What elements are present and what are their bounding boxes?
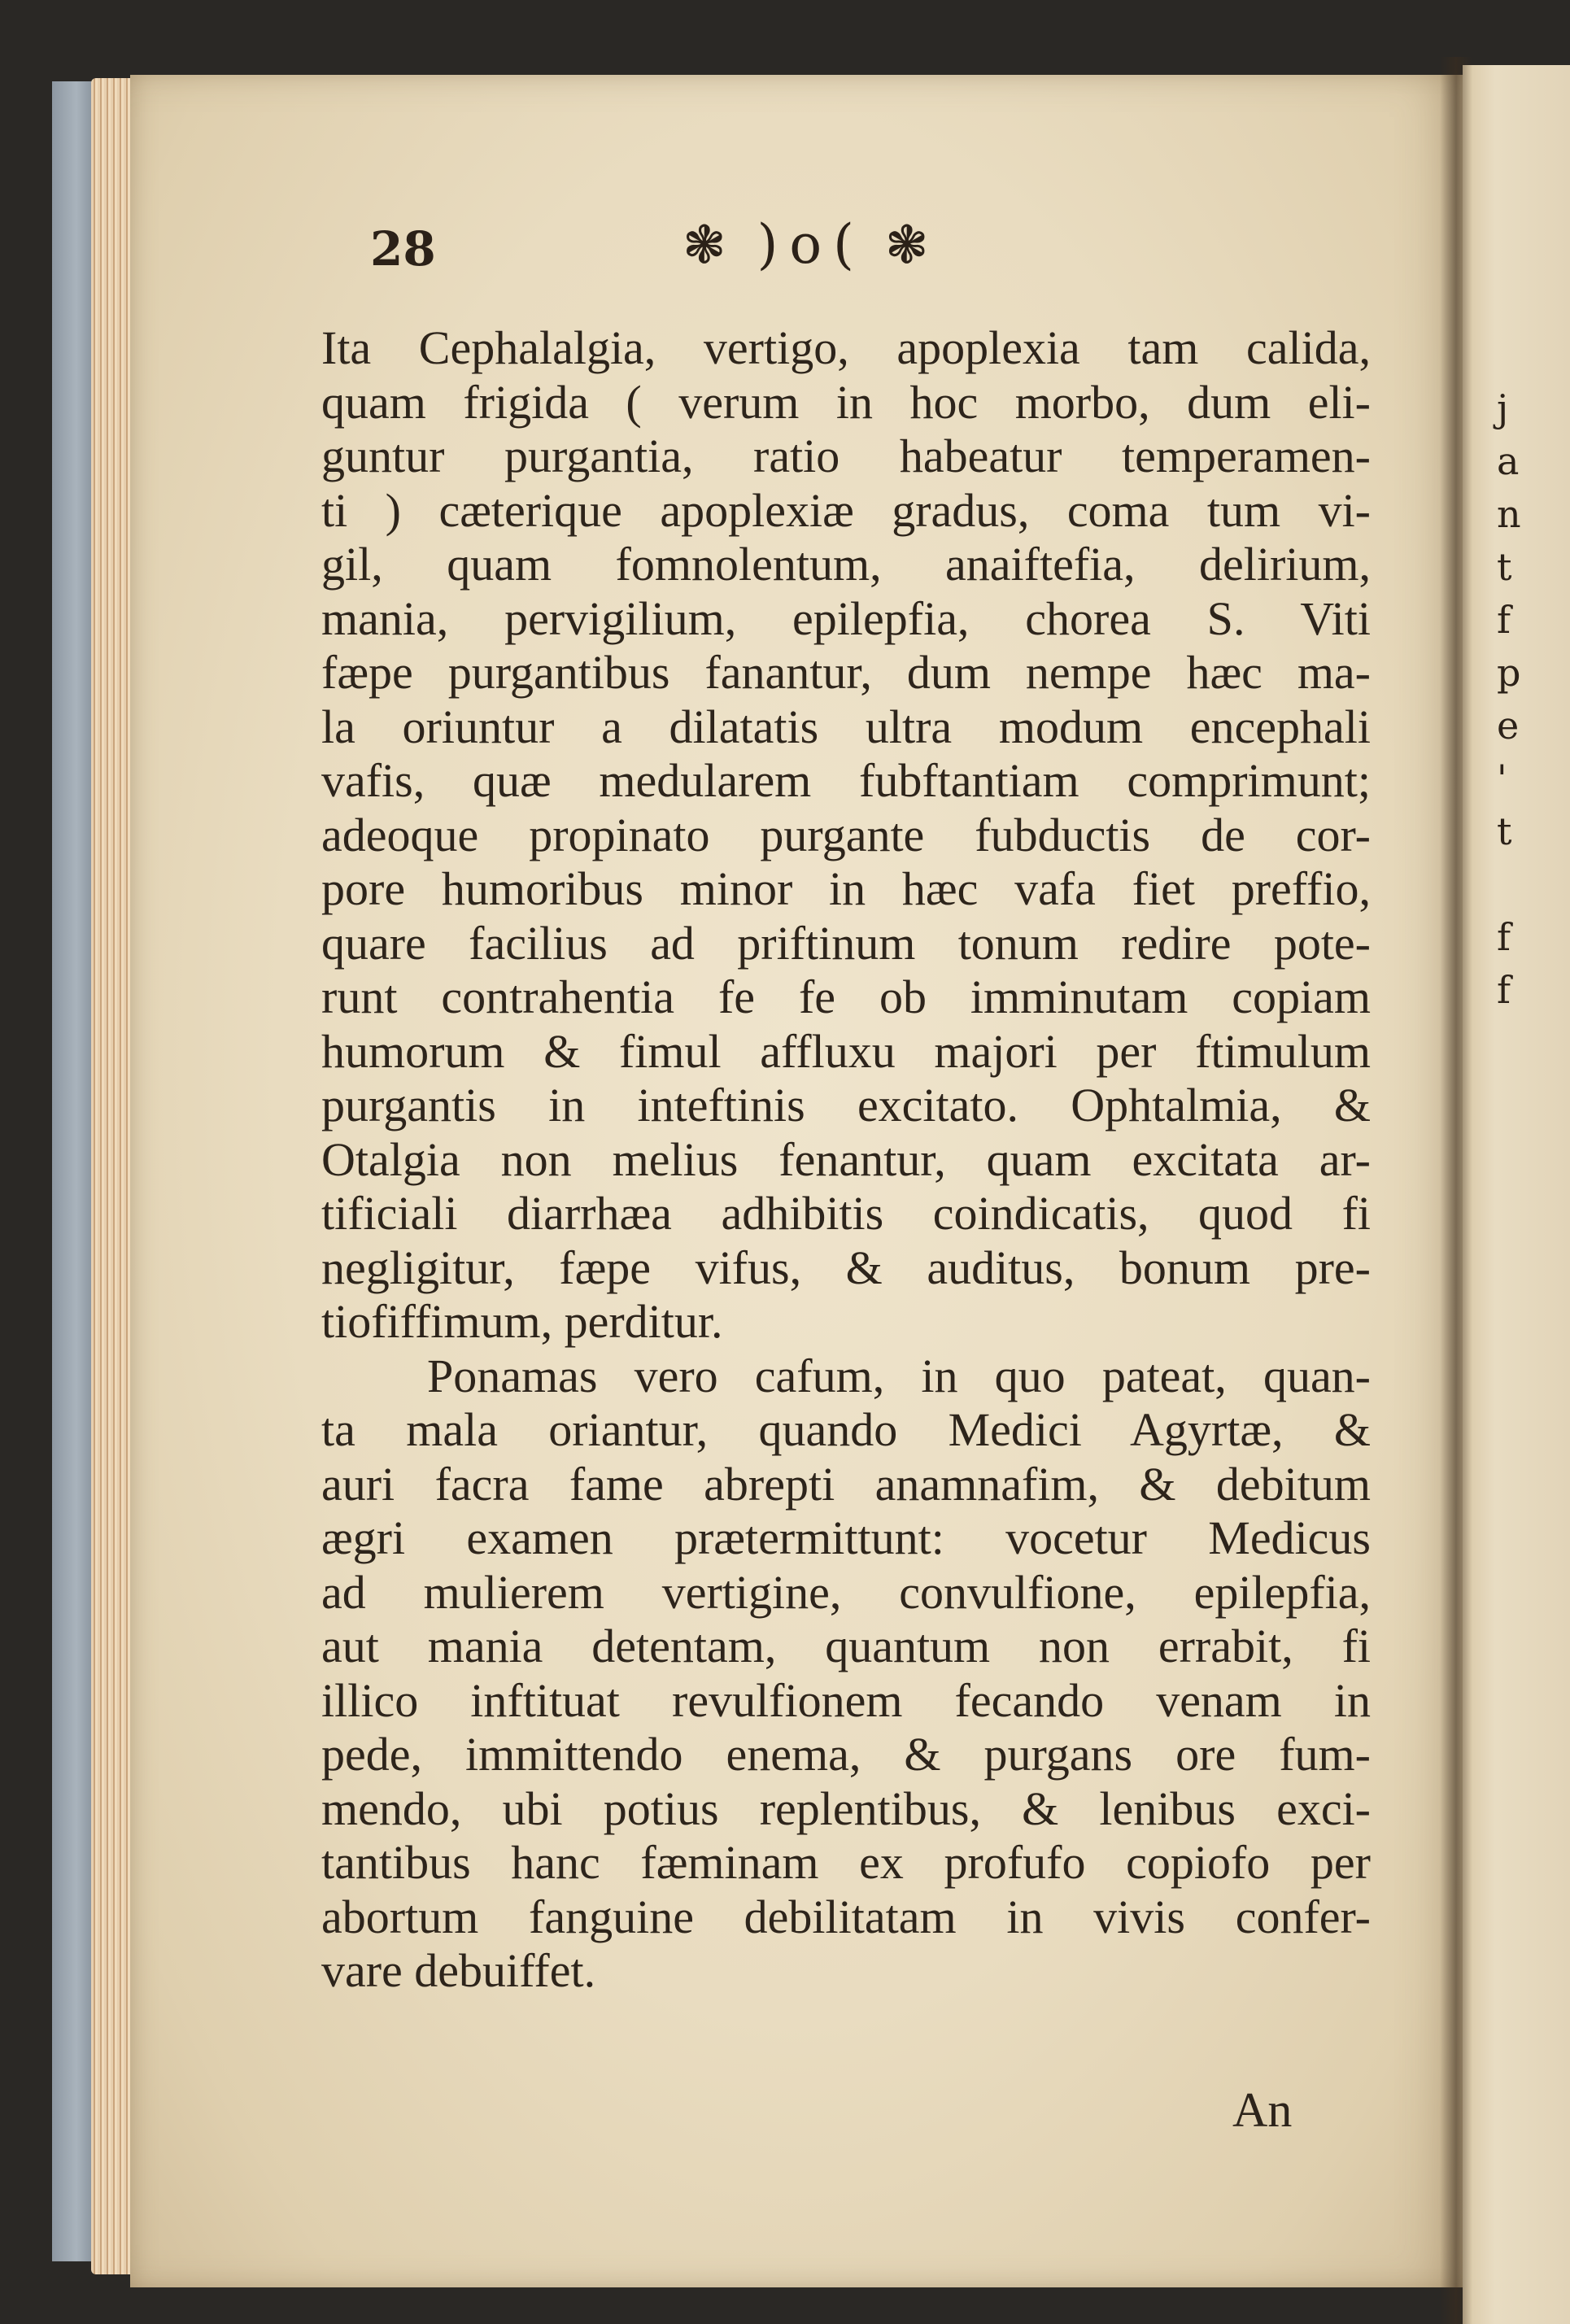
text-line: mendo, ubi potius replentibus, & lenibus exci- xyxy=(321,1781,1371,1835)
ornament-center: )o( xyxy=(757,213,866,276)
text-line: quare facilius ad priftinum tonum redire pote- xyxy=(321,916,1371,970)
text-line: la oriuntur a dilatatis ultra modum encephali xyxy=(321,700,1371,753)
facing-page-letter xyxy=(1497,858,1570,911)
text-line: vafis, quæ medularem fubftantiam comprimunt; xyxy=(321,754,1371,807)
facing-page-letter: e xyxy=(1497,704,1520,748)
text-line: guntur purgantia, ratio habeatur temperamen- xyxy=(321,429,1371,482)
text-line: runt contrahentia fe fe ob imminutam copiam xyxy=(321,970,1371,1023)
facing-page-letter: p xyxy=(1497,651,1521,695)
text-line: Otalgia non melius fenantur, quam excitata ar- xyxy=(321,1132,1371,1186)
text-line: quam frigida ( verum in hoc morbo, dum eli- xyxy=(321,375,1371,429)
flower-ornament-icon: ❃ xyxy=(683,216,738,276)
text-line: fæpe purgantibus fanantur, dum nempe hæc ma- xyxy=(321,646,1371,699)
facing-page-letter: n xyxy=(1497,492,1521,536)
text-line: humorum & fimul affluxu majori per ftimulum xyxy=(321,1024,1371,1078)
text-line: vare debuiffet. xyxy=(321,1944,596,1997)
facing-page-text-fragments xyxy=(1497,382,1570,1017)
text-line: adeoque propinato purgante fubductis de cor- xyxy=(321,808,1371,861)
book-gutter xyxy=(1440,57,1472,2324)
text-line: ægri examen prætermittunt: vocetur Medicus xyxy=(321,1511,1371,1564)
text-line: abortum fanguine debilitatam in vivis confer- xyxy=(321,1890,1371,1943)
text-line: pore humoribus minor in hæc vafa fiet preffio, xyxy=(321,862,1371,915)
text-line: negligitur, fæpe vifus, & auditus, bonum pre- xyxy=(321,1240,1371,1294)
facing-page-letter: a xyxy=(1497,439,1520,483)
text-line: Ponamas vero cafum, in quo pateat, quan- xyxy=(427,1349,1371,1402)
flower-ornament-icon: ❃ xyxy=(884,216,940,276)
facing-page-letter: ' xyxy=(1497,756,1507,800)
text-line: mania, pervigilium, epilepfia, chorea S. Viti xyxy=(321,591,1371,645)
facing-page-letter: f xyxy=(1497,598,1511,642)
facing-page-letter: f xyxy=(1497,915,1511,959)
facing-page-letter: f xyxy=(1497,968,1511,1012)
text-line: Ita Cephalalgia, vertigo, apoplexia tam calida, xyxy=(321,321,1371,374)
catchword: An xyxy=(1232,2083,1293,2137)
text-line: illico inftituat revulfionem fecando venam in xyxy=(321,1673,1371,1727)
text-line: tiofiffimum, perditur. xyxy=(321,1295,723,1348)
text-line: auri facra fame abrepti anamnafim, & debitum xyxy=(321,1457,1371,1511)
body-text xyxy=(321,321,1371,1999)
text-line: ad mulierem vertigine, convulfione, epilepfia, xyxy=(321,1565,1371,1619)
text-line: pede, immittendo enema, & purgans ore fum- xyxy=(321,1728,1371,1781)
text-line: ti ) cæterique apoplexiæ gradus, coma tum vi- xyxy=(321,483,1371,537)
facing-page-letter: t xyxy=(1497,545,1512,589)
text-line: aut mania detentam, quantum non errabit, fi xyxy=(321,1620,1371,1672)
text-line: gil, quam fomnolentum, anaiftefia, delirium, xyxy=(321,538,1371,591)
page-number: 28 xyxy=(370,221,436,277)
facing-page-letter: t xyxy=(1497,809,1512,853)
text-line: purgantis in inteftinis excitato. Ophtalmia, & xyxy=(321,1079,1371,1131)
text-line: tificiali diarrhæa adhibitis coindicatis, quod fi xyxy=(321,1187,1371,1240)
text-line: ta mala oriantur, quando Medici Agyrtæ, & xyxy=(321,1403,1371,1456)
text-line: tantibus hanc fæminam ex profufo copiofo per xyxy=(321,1836,1371,1889)
facing-page-letter: j xyxy=(1497,386,1509,430)
running-head-ornament xyxy=(663,213,959,276)
